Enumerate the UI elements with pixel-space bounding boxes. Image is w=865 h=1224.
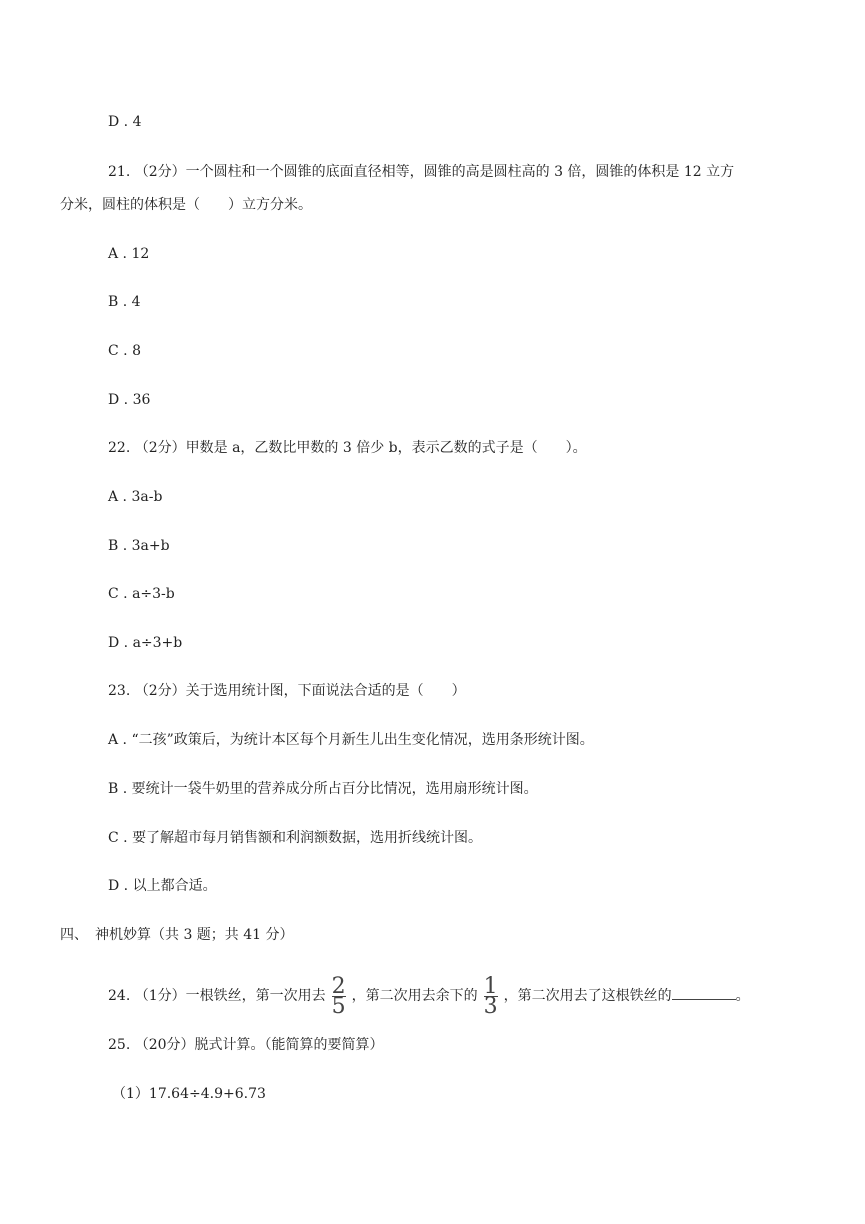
section-4-heading: 四、 神机妙算（共 3 题；共 41 分） <box>60 927 294 943</box>
fraction-2-numerator: 1 <box>483 973 498 999</box>
question-21-option-b: B . 4 <box>108 294 141 310</box>
question-21-option-c: C . 8 <box>108 343 141 359</box>
question-21-line1: 21. （2分）一个圆柱和一个圆锥的底面直径相等，圆锥的高是圆柱高的 3 倍，圆锥的体积是 12 立方 <box>108 164 735 180</box>
question-23-option-b: B . 要统计一袋牛奶里的营养成分所占百分比情况，选用扇形统计图。 <box>108 781 538 797</box>
question-22-option-c: C . a÷3-b <box>108 586 175 602</box>
fraction-2-denominator: 3 <box>483 993 498 1019</box>
question-22: 22. （2分）甲数是 a，乙数比甲数的 3 倍少 b，表示乙数的式子是（ ）。 <box>108 440 587 456</box>
question-22-option-a: A . 3a-b <box>108 489 163 505</box>
question-24-text-3: ，第二次用去了这根铁丝的 <box>503 988 672 1004</box>
question-24-text-2: ，第二次用去余下的 <box>351 988 478 1004</box>
fraction-1-numerator: 2 <box>331 973 346 999</box>
question-23-option-a: A . “二孩”政策后，为统计本区每个月新生儿出生变化情况，选用条形统计图。 <box>108 732 594 748</box>
question-23-option-c: C . 要了解超市每月销售额和利润额数据，选用折线统计图。 <box>108 830 483 846</box>
fraction-one-third <box>483 973 498 1019</box>
question-24 <box>108 968 750 1024</box>
question-21-option-a: A . 12 <box>108 246 150 262</box>
answer-blank[interactable] <box>672 985 736 1000</box>
question-24-text-4: 。 <box>735 988 750 1004</box>
question-25: 25. （20分）脱式计算。（能简算的要简算） <box>108 1037 384 1053</box>
fraction-1-denominator: 5 <box>331 993 346 1019</box>
question-22-option-d: D . a÷3+b <box>108 635 183 651</box>
question-21-line2: 分米，圆柱的体积是（ ）立方分米。 <box>60 197 312 213</box>
fraction-two-fifths <box>331 973 346 1019</box>
question-21-option-d: D . 36 <box>108 392 151 408</box>
question-23-option-d: D . 以上都合适。 <box>108 878 217 894</box>
question-23: 23. （2分）关于选用统计图，下面说法合适的是（ ） <box>108 683 466 699</box>
question-24-text-1: 24. （1分）一根铁丝，第一次用去 <box>108 988 326 1004</box>
question-22-option-b: B . 3a+b <box>108 538 170 554</box>
question-25-part-1: （1）17.64÷4.9+6.73 <box>112 1086 266 1102</box>
option-d-prev: D . 4 <box>108 114 142 130</box>
